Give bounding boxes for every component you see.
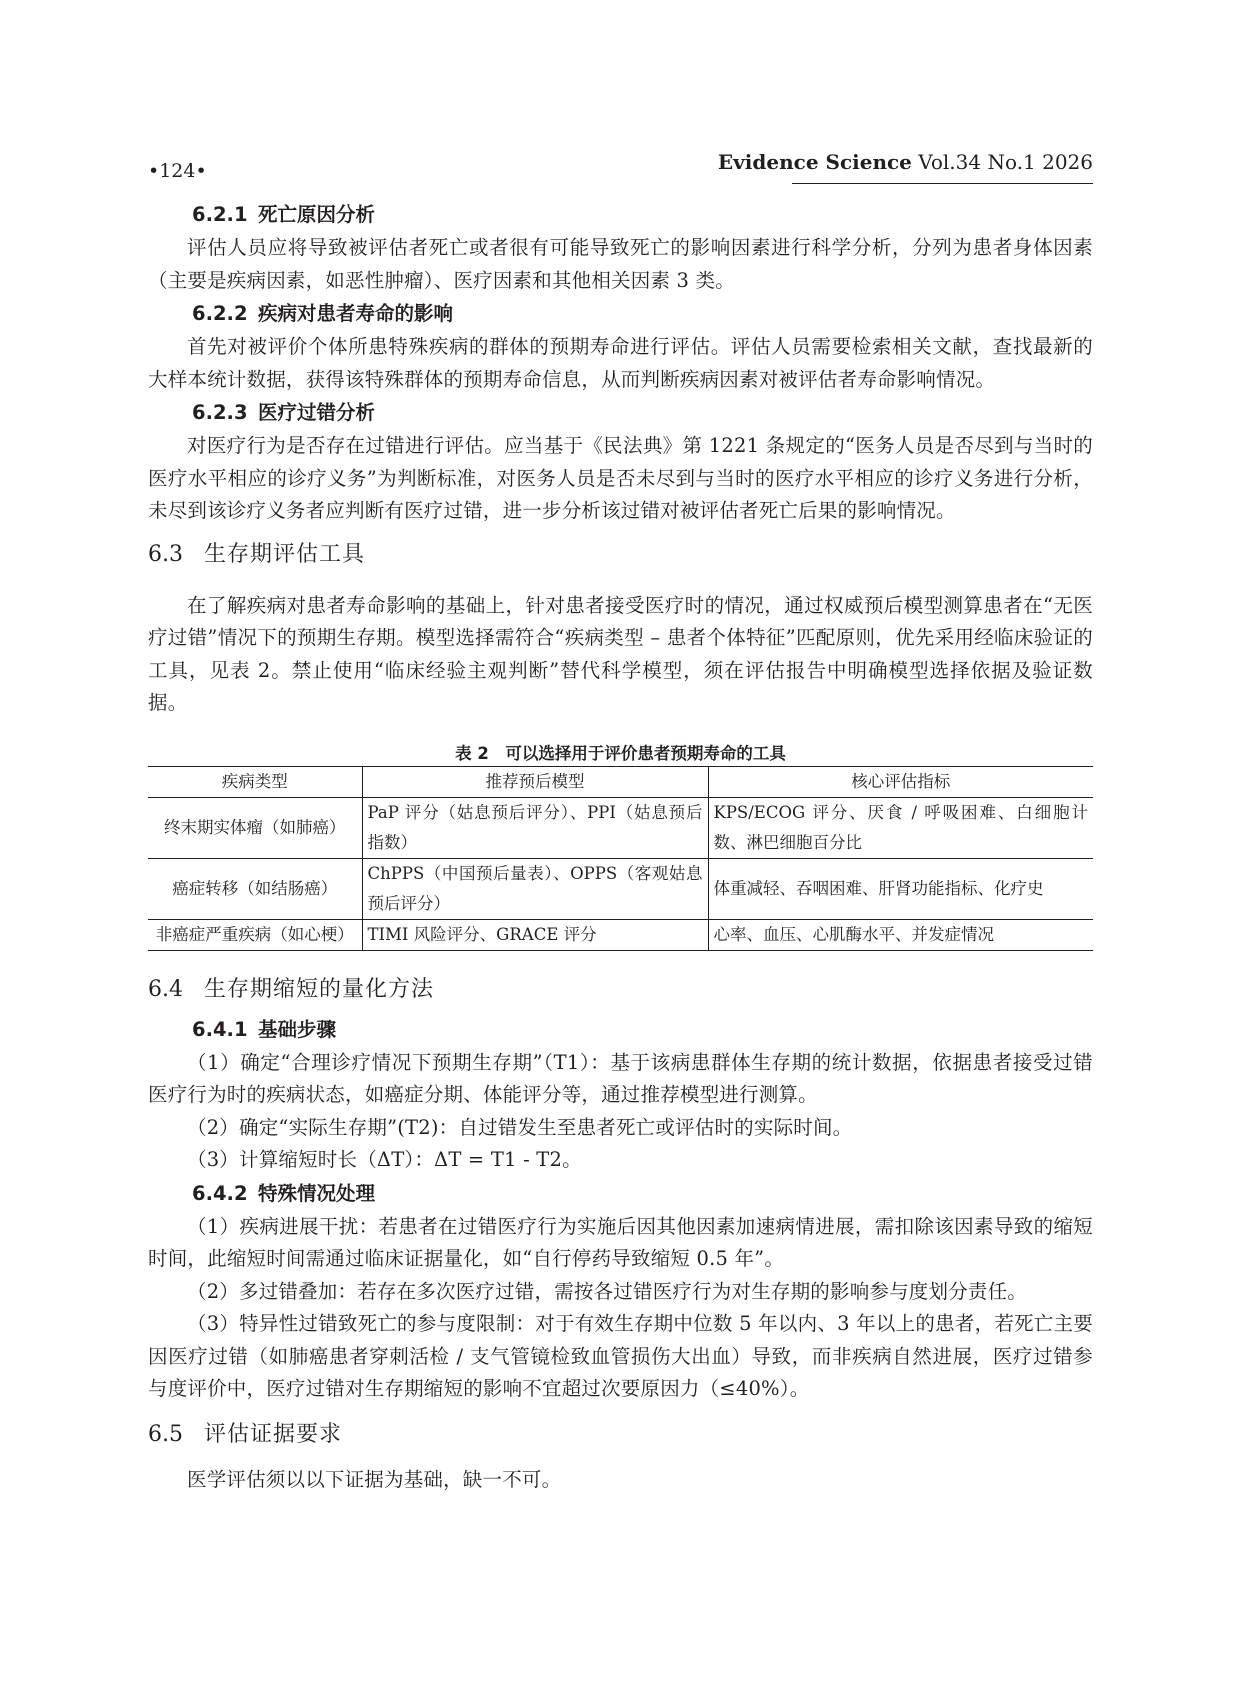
table-cell: 癌症转移（如结肠癌）	[148, 858, 362, 919]
table-cell: 心率、血压、心肌酶水平、并发症情况	[708, 919, 1093, 950]
subsection-number: 6.4.1	[192, 1017, 248, 1041]
subsection-number: 6.2.3	[192, 401, 248, 424]
list-item: （1）确定“合理诊疗情况下预期生存期”（T1）：基于该病患群体生存期的统计数据，依据患者接受过错医疗行为时的疾病状态，如癌症分期、体能评分等，通过推荐模型进行测算。	[148, 1050, 1093, 1106]
table-cell: 体重减轻、吞咽困难、肝肾功能指标、化疗史	[708, 858, 1093, 919]
journal-header	[718, 150, 1093, 174]
table-header-row	[148, 766, 1093, 797]
subsection-title: 疾病对患者寿命的影响	[258, 302, 454, 325]
section-number: 6.3	[148, 541, 183, 567]
list-item: （3）计算缩短时长（ΔT）：ΔT = T1 - T2。	[187, 1148, 582, 1171]
table-cell: 非癌症严重疾病（如心梗）	[148, 919, 362, 950]
table-caption: 表 2 可以选择用于评价患者预期寿命的工具	[455, 743, 786, 763]
subsection-6-2-3-heading	[148, 396, 1093, 430]
subsection-number: 6.2.2	[192, 302, 248, 325]
paragraph: 医学评估须以以下证据为基础，缺一不可。	[187, 1467, 562, 1491]
subsection-6-4-2-heading	[148, 1177, 1093, 1211]
paragraph: 评估人员应将导致被评估者死亡或者很有可能导致死亡的影响因素进行科学分析，分列为患者身体因素（主要是疾病因素，如恶性肿瘤）、医疗因素和其他相关因素 3 类。	[148, 236, 1093, 292]
list-item: （3）特异性过错致死亡的参与度限制：对于有效生存期中位数 5 年以内、3 年以上的患者，若死亡主要因医疗过错（如肺癌患者穿刺活检 / 支气管镜检致血管损伤大出血）导致，而非疾病自然进展，医疗过错参与度评价中，医疗过错对生存期缩短的影响不宜超过次要原因力（≤40%）。	[148, 1312, 1093, 1400]
section-title: 生存期评估工具	[204, 541, 366, 567]
subsection-title: 死亡原因分析	[258, 203, 376, 226]
subsection-title: 医疗过错分析	[258, 401, 376, 424]
paragraph: 在了解疾病对患者寿命影响的基础上，针对患者接受医疗时的情况，通过权威预后模型测算患者在“无医疗过错”情况下的预期生存期。模型选择需符合“疾病类型 – 患者个体特征”匹配原则，优先采用经临床验证的工具，见表 2。禁止使用“临床经验主观判断”替代科学模型，须在评估报告中明确模型选择依据及验证数据。	[148, 593, 1093, 714]
table-2	[148, 766, 1093, 951]
section-6-3-heading	[148, 538, 1093, 572]
section-title: 评估证据要求	[204, 1421, 343, 1447]
section-number: 6.4	[148, 976, 183, 1002]
column-header: 疾病类型	[148, 766, 362, 797]
list-item: （1）疾病进展干扰：若患者在过错医疗行为实施后因其他因素加速病情进展，需扣除该因素导致的缩短时间，此缩短时间需通过临床证据量化，如“自行停药导致缩短 0.5 年”。	[148, 1214, 1093, 1270]
table-cell: PaP 评分（姑息预后评分）、PPI（姑息预后指数）	[362, 797, 708, 858]
paragraph: 对医疗行为是否存在过错进行评估。应当基于《民法典》第 1221 条规定的“医务人员是否尽到与当时的医疗水平相应的诊疗义务”为判断标准，对医务人员是否未尽到与当时的医疗水平相应的诊疗义务进行分析，未尽到该诊疗义务者应判断有医疗过错，进一步分析该过错对被评估者死亡后果的影响情况。	[148, 434, 1093, 522]
journal-name: Evidence Science	[717, 150, 912, 174]
section-6-4-heading	[148, 973, 1093, 1007]
column-header: 推荐预后模型	[362, 766, 708, 797]
table-cell: TIMI 风险评分、GRACE 评分	[362, 919, 708, 950]
column-header: 核心评估指标	[708, 766, 1093, 797]
subsection-title: 特殊情况处理	[258, 1181, 376, 1205]
section-title: 生存期缩短的量化方法	[204, 976, 435, 1002]
article-body	[148, 198, 1093, 1496]
section-number: 6.5	[148, 1421, 183, 1447]
volume-info: Vol.34 No.1 2026	[918, 150, 1093, 174]
header-rule	[792, 183, 1093, 184]
table-row	[148, 797, 1093, 858]
subsection-number: 6.2.1	[192, 203, 248, 226]
table-row	[148, 919, 1093, 950]
section-6-5-heading	[148, 1418, 1093, 1452]
table-cell: KPS/ECOG 评分、厌食 / 呼吸困难、白细胞计数、淋巴细胞百分比	[708, 797, 1093, 858]
subsection-title: 基础步骤	[258, 1017, 337, 1041]
subsection-6-4-1-heading	[148, 1013, 1093, 1047]
list-item: （2）多过错叠加：若存在多次医疗过错，需按各过错医疗行为对生存期的影响参与度划分责任。	[187, 1279, 1028, 1303]
subsection-6-2-1-heading	[148, 198, 1093, 232]
paragraph: 首先对被评价个体所患特殊疾病的群体的预期寿命进行评估。评估人员需要检索相关文献，查找最新的大样本统计数据，获得该特殊群体的预期寿命信息，从而判断疾病因素对被评估者寿命影响情况。	[148, 335, 1093, 391]
table-row	[148, 858, 1093, 919]
subsection-6-2-2-heading	[148, 297, 1093, 331]
table-cell: 终末期实体瘤（如肺癌）	[148, 797, 362, 858]
table-cell: ChPPS（中国预后量表）、OPPS（客观姑息预后评分）	[362, 858, 708, 919]
subsection-number: 6.4.2	[192, 1181, 248, 1205]
page-number: •124•	[148, 160, 207, 182]
list-item: （2）确定“实际生存期”(T2)：自过错发生至患者死亡或评估时的实际时间。	[187, 1115, 853, 1139]
